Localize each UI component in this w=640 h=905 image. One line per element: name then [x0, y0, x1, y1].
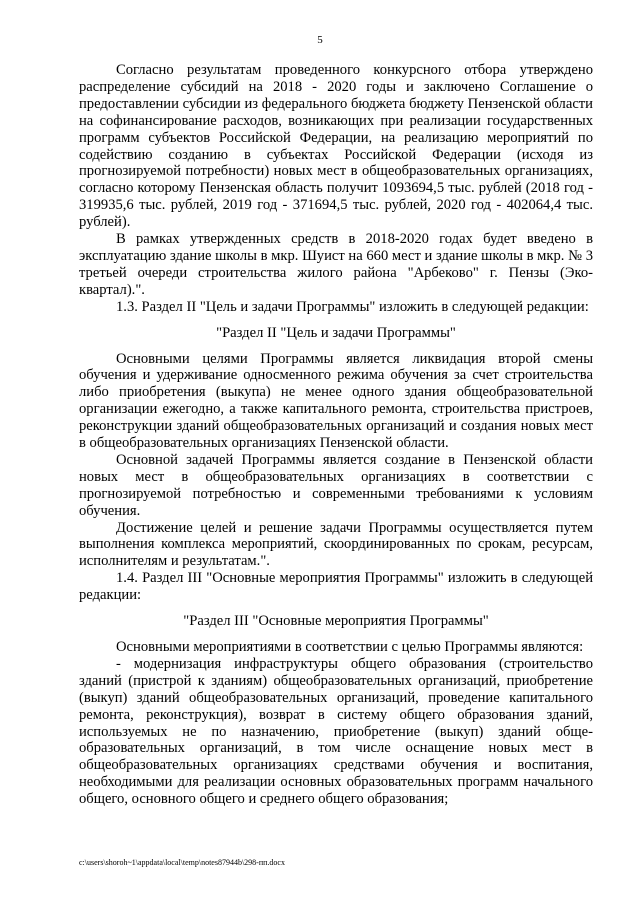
paragraph-section-2-amendment: 1.3. Раздел II "Цель и задачи Программы" изложить в следующей редакции: — [116, 298, 589, 315]
paragraph-school-buildings: В рамках утвержденных средств в 2018-2020 годах будет введено в эксплуатацию здание школы в мкр. Шуист на 660 мест и здание школы в мкр. № 3 третьей очереди строительства жилого района "Арбеково" г. Пензы (Эко-квартал).". — [79, 231, 593, 298]
paragraph-subsidy-distribution: Согласно результатам проведенного конкурсного отбора утверждено распределение субсидий на 2018 - 2020 годы и заключено Соглашение о предоставлении субсидии из федерального бюджета бюджету Пензенской области на софинансирование расходов, возникающих при реализации государственных программ субъектов Российской Федерации, на реализацию мероприятий по содействию созданию в субъектах Российской Федерации (исходя из прогнозируемой потребности) новых мест в общеобразовательных организациях, согласно которому Пензенская область получит 1093694,5 тыс. рублей (2018 год - 319935,6 тыс. рублей, 2019 год - 371694,5 тыс. рублей, 2020 год - 402064,4 тыс. рублей). — [79, 62, 593, 231]
paragraph-section-3-amendment: 1.4. Раздел III "Основные мероприятия Программы" изложить в следующей редакции: — [79, 570, 593, 604]
footer-file-path: c:\users\shoroh~1\appdata\local\temp\notes87944b\298-пп.docx — [79, 858, 285, 867]
heading-section-2: "Раздел II "Цель и задачи Программы" — [216, 324, 456, 341]
paragraph-program-task: Основной задачей Программы является создание в Пензенской области новых мест в общеобразовательных организациях в соответствии с прогнозируемой потребностью и современными требованиями к условиям обучения. — [79, 451, 593, 519]
paragraph-modernization: - модернизация инфраструктуры общего образования (строительство зданий (пристрой к зданиям) общеобразовательных организаций, приобретение (выкуп) зданий общеобразовательных организаций, проведение капитального ремонта, реконструкция), возврат в систему общего образования зданий, используемых не по назначению, приобретение (выкуп) зданий обще-образовательных организаций, в том числе оснащение новых мест в общеобразовательных организациях средствами обучения и воспитания, необходимыми для реализации основных образовательных программ начального общего, основного общего и среднего общего образования; — [79, 655, 593, 808]
page-number: 5 — [317, 34, 323, 46]
heading-section-3: "Раздел III "Основные мероприятия Программы" — [183, 613, 489, 630]
paragraph-main-activities: Основными мероприятиями в соответствии с целью Программы являются: — [116, 639, 584, 655]
document-body — [79, 62, 593, 808]
paragraph-program-goals: Основными целями Программы является ликвидация второй смены обучения и удерживание односменного режима обучения за счет строительства либо приобретения (выкупа) не менее одного здания общеобразовательной организации ежегодно, а также капитального ремонта, строительства пристроев, реконструкции зданий общеобразовательных организаций и создания новых мест в общеобразовательных организациях Пензенской области. — [79, 350, 593, 452]
paragraph-achievement: Достижение целей и решение задачи Программы осуществляется путем выполнения комплекса мероприятий, скоординированных по срокам, ресурсам, исполнителям и результатам.". — [79, 519, 593, 570]
